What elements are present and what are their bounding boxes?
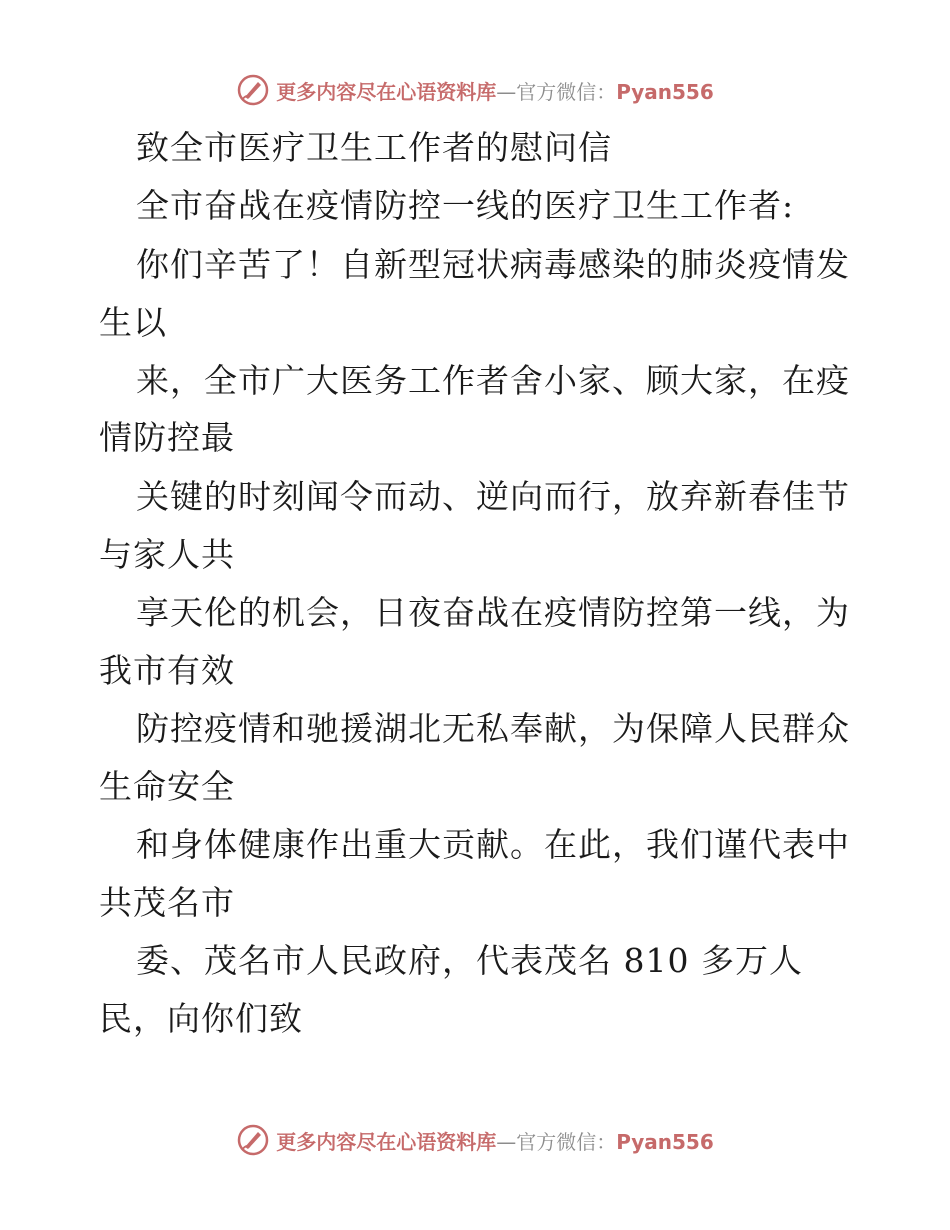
letter-title: 致全市医疗卫生工作者的慰问信 — [136, 128, 612, 167]
header-banner-text: 更多内容尽在心语资料库—官方微信：Pyan556 — [276, 79, 714, 104]
paragraph-line: 委、茂名市人民政府，代表茂名 810 多万人 — [136, 941, 803, 980]
paragraph-line: 与家人共 — [99, 535, 235, 574]
paragraph-line: 关键的时刻闻令而动、逆向而行，放弃新春佳节 — [136, 477, 850, 516]
paragraph-line: 生以 — [99, 303, 167, 342]
letter-salutation: 全市奋战在疫情防控一线的医疗卫生工作者: — [136, 186, 795, 225]
paragraph-line: 来，全市广大医务工作者舍小家、顾大家，在疫 — [136, 361, 850, 400]
paragraph-line: 和身体健康作出重大贡献。在此，我们谨代表中 — [136, 825, 850, 864]
footer-banner-text: 更多内容尽在心语资料库—官方微信：Pyan556 — [276, 1129, 714, 1154]
paragraph-line: 情防控最 — [99, 418, 235, 457]
paragraph-line: 我市有效 — [99, 651, 235, 690]
brand-logo-icon — [236, 1123, 270, 1157]
paragraph-line: 享天伦的机会，日夜奋战在疫情防控第一线，为 — [136, 593, 850, 632]
paragraph-line: 生命安全 — [99, 767, 235, 806]
header-banner — [0, 70, 950, 110]
paragraph-line: 共茂名市 — [99, 883, 235, 922]
paragraph-line: 你们辛苦了！自新型冠状病毒感染的肺炎疫情发 — [136, 245, 850, 284]
brand-logo-icon — [236, 73, 270, 107]
paragraph-line: 防控疫情和驰援湖北无私奉献，为保障人民群众 — [136, 709, 850, 748]
paragraph-line: 民，向你们致 — [99, 999, 303, 1038]
footer-banner — [0, 1120, 950, 1160]
